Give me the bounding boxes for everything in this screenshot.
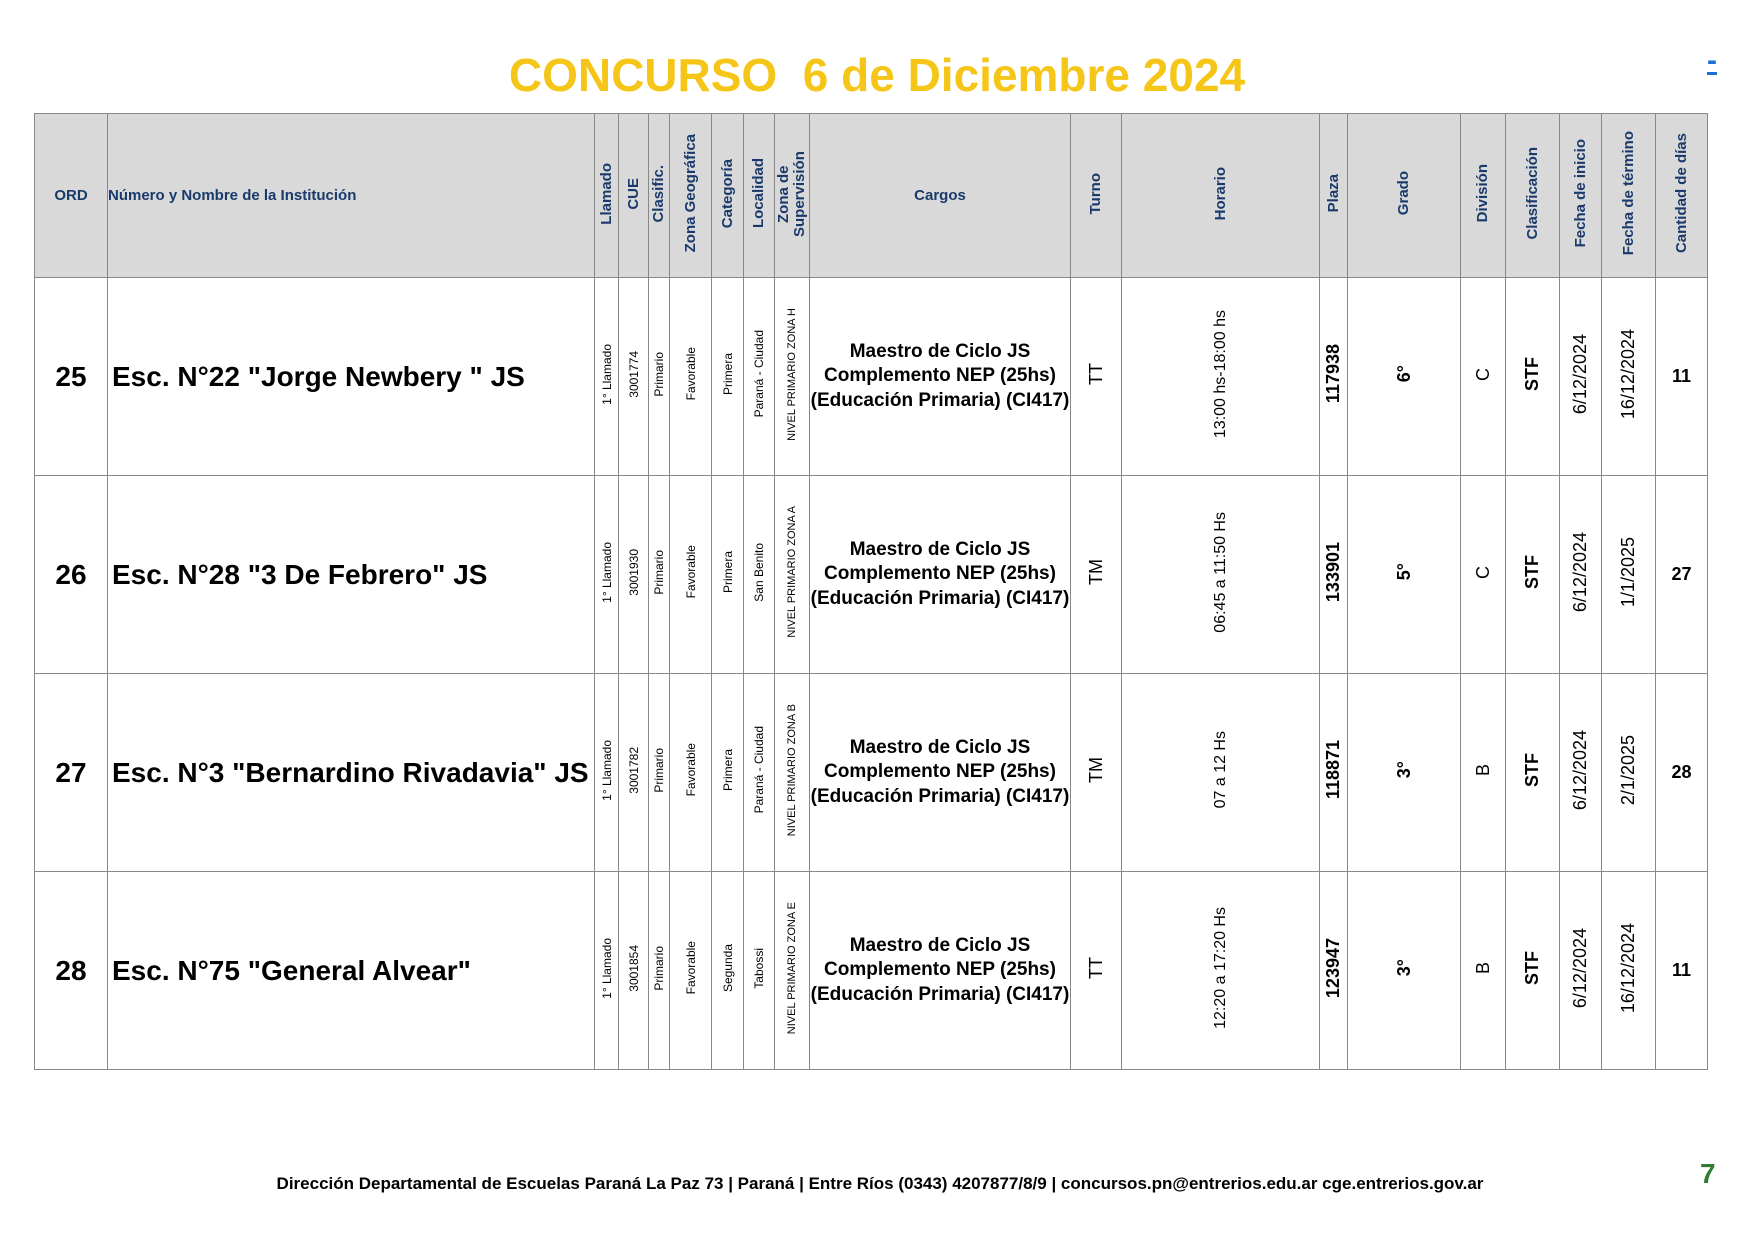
- cell-categoria: Primera: [712, 674, 744, 872]
- header-turno: Turno: [1071, 114, 1122, 278]
- cell-institucion: Esc. N°22 "Jorge Newbery " JS: [108, 278, 595, 476]
- cell-categoria: Segunda: [712, 872, 744, 1070]
- corner-link[interactable]: -: [1707, 44, 1717, 77]
- page-number: 7: [1700, 1158, 1716, 1189]
- cell-division: B: [1461, 872, 1506, 1070]
- cell-zona-supervision: NIVEL PRIMARIO ZONA B: [775, 674, 810, 872]
- cell-cargos: Maestro de Ciclo JS Complemento NEP (25hs) (Educación Primaria) (CI417): [810, 872, 1071, 1070]
- cell-fecha-termino: 16/12/2024: [1602, 872, 1656, 1070]
- cell-llamado: 1° Llamado: [595, 476, 619, 674]
- header-localidad: Localidad: [744, 114, 775, 278]
- cell-cue: 3001930: [619, 476, 649, 674]
- cell-clasificacion: STF: [1506, 674, 1560, 872]
- header-cue: CUE: [619, 114, 649, 278]
- footer-contact: Dirección Departamental de Escuelas Paraná La Paz 73 | Paraná | Entre Ríos (0343) 4207877/8/9 | concursos.pn@entrerios.edu.ar cge.entrerios.gov.ar: [276, 1174, 1484, 1193]
- cell-turno: TT: [1071, 872, 1122, 1070]
- table-row: [35, 872, 1708, 1070]
- cell-division: B: [1461, 674, 1506, 872]
- table-row: [35, 278, 1708, 476]
- header-cargos: Cargos: [810, 114, 1071, 278]
- cell-cantidad-dias: 27: [1656, 476, 1708, 674]
- cell-plaza: 133901: [1320, 476, 1348, 674]
- cell-zona-supervision: NIVEL PRIMARIO ZONA A: [775, 476, 810, 674]
- cell-fecha-termino: 16/12/2024: [1602, 278, 1656, 476]
- concurso-table: [34, 113, 1708, 1070]
- cell-cue: 3001782: [619, 674, 649, 872]
- cell-llamado: 1° Llamado: [595, 278, 619, 476]
- table-row: [35, 476, 1708, 674]
- cell-fecha-inicio: 6/12/2024: [1560, 476, 1602, 674]
- cell-cue: 3001854: [619, 872, 649, 1070]
- cell-cargos: Maestro de Ciclo JS Complemento NEP (25hs) (Educación Primaria) (CI417): [810, 674, 1071, 872]
- cell-horario: 12:20 a 17:20 Hs: [1122, 872, 1320, 1070]
- cell-llamado: 1° Llamado: [595, 872, 619, 1070]
- cell-clasificacion: STF: [1506, 476, 1560, 674]
- header-cantidad-dias: Cantidad de días: [1656, 114, 1708, 278]
- cell-clasific: Primario: [649, 872, 670, 1070]
- cell-institucion: Esc. N°28 "3 De Febrero" JS: [108, 476, 595, 674]
- cell-categoria: Primera: [712, 476, 744, 674]
- cell-ord: 28: [35, 872, 108, 1070]
- header-division: División: [1461, 114, 1506, 278]
- header-institucion: Número y Nombre de la Institución: [108, 114, 595, 278]
- cell-grado: 5°: [1348, 476, 1461, 674]
- cell-cantidad-dias: 11: [1656, 278, 1708, 476]
- header-fecha-inicio: Fecha de inicio: [1560, 114, 1602, 278]
- header-llamado: Llamado: [595, 114, 619, 278]
- cell-cantidad-dias: 28: [1656, 674, 1708, 872]
- cell-grado: 6°: [1348, 278, 1461, 476]
- cell-fecha-termino: 2/1/2025: [1602, 674, 1656, 872]
- cell-ord: 25: [35, 278, 108, 476]
- cell-zona-supervision: NIVEL PRIMARIO ZONA E: [775, 872, 810, 1070]
- cell-division: C: [1461, 476, 1506, 674]
- cell-plaza: 123947: [1320, 872, 1348, 1070]
- cell-ord: 26: [35, 476, 108, 674]
- header-clasific: Clasific.: [649, 114, 670, 278]
- cell-division: C: [1461, 278, 1506, 476]
- cell-localidad: Tabossi: [744, 872, 775, 1070]
- cell-fecha-inicio: 6/12/2024: [1560, 872, 1602, 1070]
- cell-cargos: Maestro de Ciclo JS Complemento NEP (25hs) (Educación Primaria) (CI417): [810, 278, 1071, 476]
- header-categoria: Categoría: [712, 114, 744, 278]
- cell-grado: 3°: [1348, 674, 1461, 872]
- header-zona-supervision: Zona de Supervisión: [775, 114, 810, 278]
- table-row: [35, 674, 1708, 872]
- header-ord: ORD: [35, 114, 108, 278]
- cell-cargos: Maestro de Ciclo JS Complemento NEP (25hs) (Educación Primaria) (CI417): [810, 476, 1071, 674]
- page-title: CONCURSO 6 de Diciembre 2024: [508, 49, 1246, 101]
- cell-plaza: 118871: [1320, 674, 1348, 872]
- cell-fecha-inicio: 6/12/2024: [1560, 674, 1602, 872]
- cell-horario: 07 a 12 Hs: [1122, 674, 1320, 872]
- cell-cue: 3001774: [619, 278, 649, 476]
- cell-localidad: San Benito: [744, 476, 775, 674]
- cell-grado: 3°: [1348, 872, 1461, 1070]
- cell-zona-geografica: Favorable: [670, 476, 712, 674]
- cell-localidad: Paraná - Ciudad: [744, 278, 775, 476]
- header-grado: Grado: [1348, 114, 1461, 278]
- cell-clasific: Primario: [649, 674, 670, 872]
- cell-institucion: Esc. N°75 "General Alvear": [108, 872, 595, 1070]
- cell-zona-geografica: Favorable: [670, 278, 712, 476]
- cell-clasific: Primario: [649, 476, 670, 674]
- cell-zona-geografica: Favorable: [670, 674, 712, 872]
- cell-clasificacion: STF: [1506, 278, 1560, 476]
- cell-clasificacion: STF: [1506, 872, 1560, 1070]
- cell-turno: TM: [1071, 674, 1122, 872]
- cell-institucion: Esc. N°3 "Bernardino Rivadavia" JS: [108, 674, 595, 872]
- header-fecha-termino: Fecha de término: [1602, 114, 1656, 278]
- cell-fecha-inicio: 6/12/2024: [1560, 278, 1602, 476]
- cell-cantidad-dias: 11: [1656, 872, 1708, 1070]
- header-horario: Horario: [1122, 114, 1320, 278]
- header-row: [35, 114, 1708, 278]
- cell-clasific: Primario: [649, 278, 670, 476]
- cell-horario: 06:45 a 11:50 Hs: [1122, 476, 1320, 674]
- header-zona-geografica: Zona Geográfica: [670, 114, 712, 278]
- cell-turno: TM: [1071, 476, 1122, 674]
- cell-localidad: Paraná - Ciudad: [744, 674, 775, 872]
- cell-plaza: 117938: [1320, 278, 1348, 476]
- cell-horario: 13:00 hs-18:00 hs: [1122, 278, 1320, 476]
- cell-zona-supervision: NIVEL PRIMARIO ZONA H: [775, 278, 810, 476]
- cell-llamado: 1° Llamado: [595, 674, 619, 872]
- cell-turno: TT: [1071, 278, 1122, 476]
- header-clasificacion: Clasificación: [1506, 114, 1560, 278]
- cell-zona-geografica: Favorable: [670, 872, 712, 1070]
- cell-categoria: Primera: [712, 278, 744, 476]
- header-plaza: Plaza: [1320, 114, 1348, 278]
- cell-ord: 27: [35, 674, 108, 872]
- cell-fecha-termino: 1/1/2025: [1602, 476, 1656, 674]
